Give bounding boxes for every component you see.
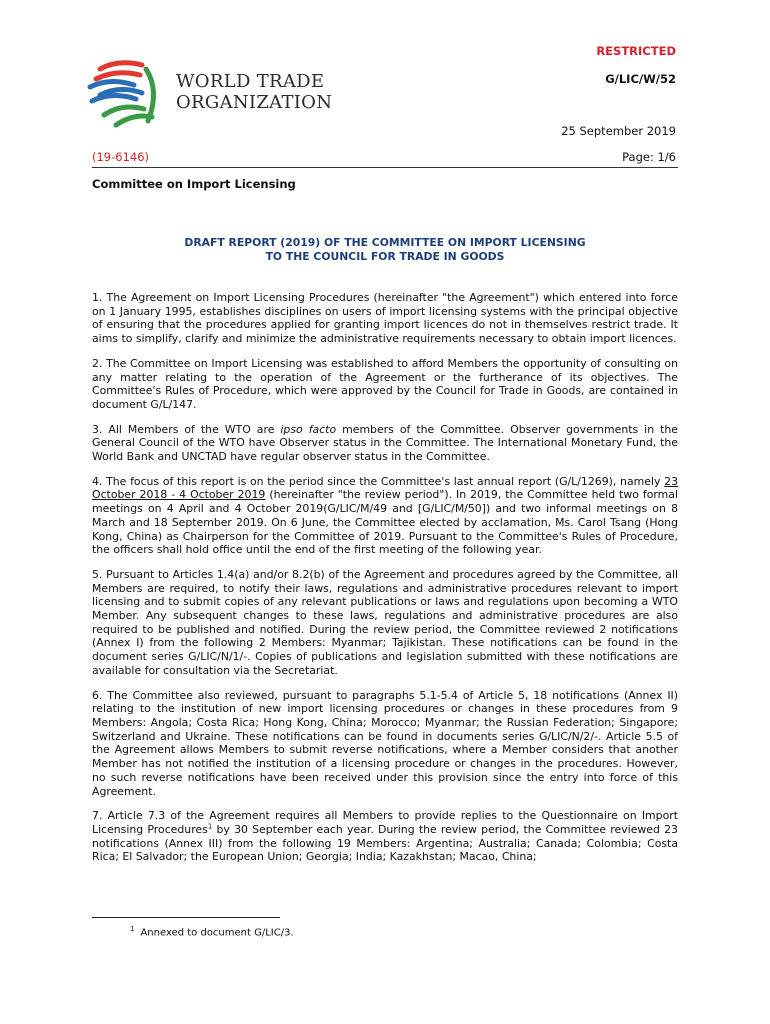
footnote-divider bbox=[92, 917, 280, 918]
paragraph-7-text-a: 7. Article 7.3 of the Agreement requires all Members to provide replies to the Questionnaire on Import Licensing Procedures bbox=[92, 809, 678, 836]
restricted-label: RESTRICTED bbox=[596, 44, 676, 58]
paragraph-4 bbox=[92, 475, 678, 557]
review-period-underlined: 23 October 2018 - 4 October 2019 bbox=[92, 474, 678, 502]
paragraph-3 bbox=[92, 423, 678, 464]
wto-logo bbox=[86, 55, 336, 135]
footnote-text: Annexed to document G/LIC/3. bbox=[140, 927, 294, 939]
paragraph-3-text-b: members of the Committee. Observer governments in the General Council of the WTO have Observer status in the Committee. The International Monetary Fund, the World Bank and UNCTAD have regular observer status in the Committee. bbox=[92, 422, 678, 464]
paragraph-2: 2. The Committee on Import Licensing was established to afford Members the opportunity of consulting on any matter relating to the operation of the Agreement or the furtherance of its objectives. The Committee's Rules of Procedure, which were approved by the Council for Trade in Goods, are contained in document G/L/147. bbox=[92, 356, 678, 411]
footnote-mark: 1 bbox=[130, 925, 135, 933]
page-number: Page: 1/6 bbox=[622, 150, 676, 164]
paragraph-3-italic: ipso facto bbox=[280, 422, 337, 436]
org-name-line-1: WORLD TRADE bbox=[176, 71, 325, 92]
report-body bbox=[92, 291, 678, 875]
paragraph-1: 1. The Agreement on Import Licensing Procedures (hereinafter "the Agreement") which entered into force on 1 January 1995, establishes disciplines on users of import licensing systems with the principal objective of ensuring that the procedures applied for granting import licences do not in themselves restrict trade. It aims to simplify, clarify and minimize the administrative requirements necessary to obtain import licences. bbox=[92, 291, 678, 346]
paragraph-7-text-b: by 30 September each year. During the review period, the Committee reviewed 23 notifications (Annex III) from the following 19 Members: Argentina; Australia; Canada; Colombia; Costa Rica; El Salvador; the European Union; Georgia; India; Kazakhstan; Macao, China; bbox=[92, 822, 678, 864]
wto-logo-icon bbox=[86, 55, 166, 135]
paragraph-3-text-a: 3. All Members of the WTO are bbox=[92, 422, 281, 436]
report-title-line-2: TO THE COUNCIL FOR TRADE IN GOODS bbox=[265, 250, 505, 263]
paragraph-7 bbox=[92, 809, 678, 864]
report-title bbox=[92, 236, 678, 264]
document-date: 25 September 2019 bbox=[561, 124, 676, 138]
org-name-line-2: ORGANIZATION bbox=[176, 92, 333, 113]
document-symbol: G/LIC/W/52 bbox=[605, 72, 676, 86]
paragraph-6: 6. The Committee also reviewed, pursuant to paragraphs 5.1-5.4 of Article 5, 18 notifications (Annex II) relating to the institution of new import licensing procedures or changes in these procedures from 9 Members: Angola; Costa Rica; Hong Kong, China; Morocco; Myanmar; the Russian Federation; Singapore; Switzerland and Ukraine. These notifications can be found in documents series G/LIC/N/2/-. Article 5.5 of the Agreement allows Members to submit reverse notifications, where a Member considers that another Member has not notified the institution of a licensing procedure or changes in the procedures. However, no such reverse notifications have been received under this provision since the entry into force of this Agreement. bbox=[92, 688, 678, 798]
footnote-1 bbox=[130, 925, 294, 938]
report-title-line-1: DRAFT REPORT (2019) OF THE COMMITTEE ON IMPORT LICENSING bbox=[184, 236, 586, 249]
wto-logo-wordmark bbox=[176, 71, 332, 113]
job-number: (19-6146) bbox=[92, 150, 150, 164]
committee-name: Committee on Import Licensing bbox=[92, 177, 296, 191]
header-divider bbox=[92, 167, 678, 168]
paragraph-4-text-b: (hereinafter "the review period"). In 2019, the Committee held two formal meetings on 4 April and 4 October 2019(G/LIC/M/49 and [G/LIC/M/50]) and two informal meetings on 8 March and 18 September 2019. On 6 June, the Committee elected by acclamation, Ms. Carol Tsang (Hong Kong, China) as Chairperson for the Committee of 2019. Pursuant to the Committee's Rules of Procedure, the officers shall hold office until the end of the first meeting of the following year. bbox=[92, 488, 678, 557]
paragraph-5: 5. Pursuant to Articles 1.4(a) and/or 8.2(b) of the Agreement and procedures agreed by the Committee, all Members are required, to notify their laws, regulations and administrative procedures relevant to import licensing and to submit copies of any relevant publications or laws and regulations upon becoming a WTO Member. Any subsequent changes to these laws, regulations and administrative procedures are also required to be published and notified. During the review period, the Committee reviewed 2 notifications (Annex I) from the following 2 Members: Myanmar; Tajikistan. These notifications can be found in the document series G/LIC/N/1/-. Copies of publications and legislation submitted with these notifications are available for consultation via the Secretariat. bbox=[92, 567, 678, 677]
paragraph-4-text-a: 4. The focus of this report is on the period since the Committee's last annual report (G/L/1269), namely bbox=[92, 474, 665, 488]
footnote-reference-1[interactable]: 1 bbox=[207, 822, 213, 831]
